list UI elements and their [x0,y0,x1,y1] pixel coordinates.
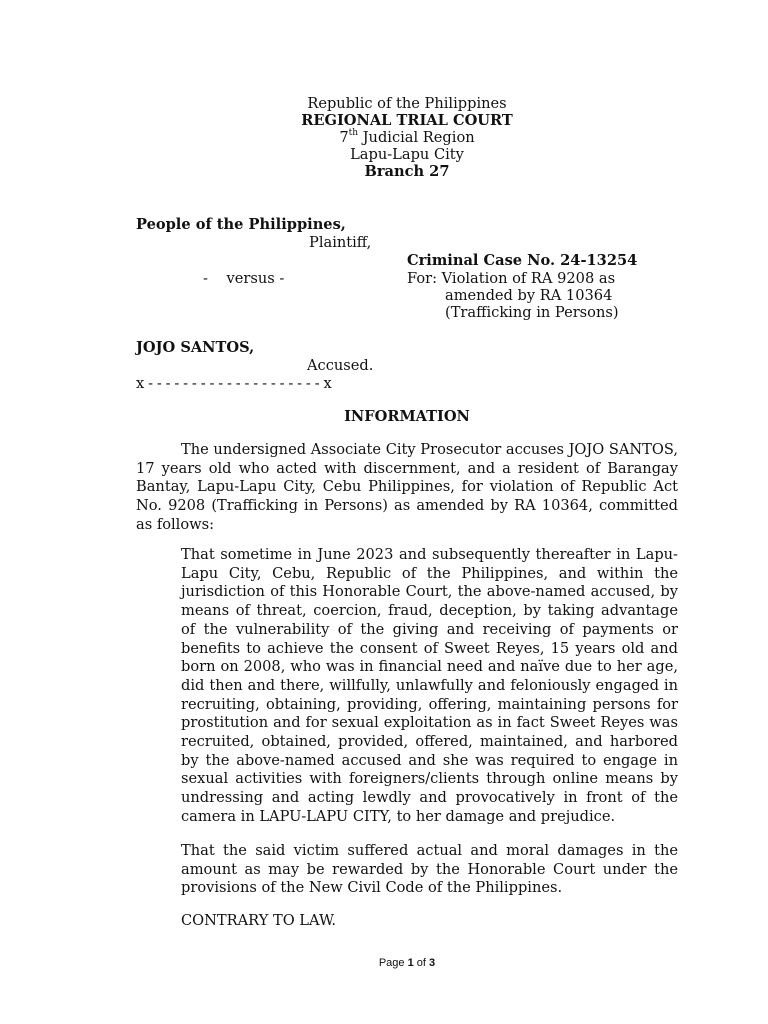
header-branch: Branch 27 [364,163,450,180]
versus-label: - versus - [203,270,285,287]
plaintiff-role: Plaintiff, [309,234,372,251]
case-number: Criminal Case No. 24-13254 [407,252,638,269]
charge-line-3: (Trafficking in Persons) [445,304,619,321]
header-court: REGIONAL TRIAL COURT [301,112,513,129]
document-title: INFORMATION [344,408,470,425]
allegation-2-text: That the said victim suffered actual and moral damages in the amount as may be rewarded by the Honorable Court under the provisions of the New Civil Code of the Philippines. [181,842,678,897]
header-region [0,129,768,146]
page-current: 1 [407,957,414,969]
charge-line-2: amended by RA 10364 [445,287,613,304]
intro-text: The undersigned Associate City Prosecutor accuses JOJO SANTOS, 17 years old who acted with discernment, and a resident of Barangay Bantay, Lapu-Lapu City, Cebu Philippines, for violation of Republic Act No. 9208 (Trafficking in Persons) as amended by RA 10364, committed as follows: [136,441,678,533]
plaintiff-name: People of the Philippines, [136,216,346,233]
region-text: Judicial Region [358,129,475,146]
header-republic: Republic of the Philippines [307,95,507,112]
region-number: 7 [339,129,349,146]
accused-role: Accused. [307,357,374,374]
allegation-paragraph-2 [181,842,678,898]
allegation-paragraph-1 [181,546,678,827]
page-word: Page [378,957,405,969]
closing-statement: CONTRARY TO LAW. [181,912,337,929]
intro-paragraph [136,441,678,535]
region-superscript: th [348,128,359,139]
accused-name: JOJO SANTOS, [136,339,255,356]
allegation-1-text: That sometime in June 2023 and subsequently thereafter in Lapu-Lapu City, Cebu, Republic of the Philippines, and within the jurisdiction of this Honorable Court, the above-named accused, by means of threat, coercion, fraud, deception, by taking advantage of the vulnerability of the giving and receiving of payments or benefits to achieve the consent of Sweet Reyes, 15 years old and born on 2008, who was in financial need and naïve due to her age, did then and there, willfully, unlawfully and feloniously engaged in recruiting, obtaining, providing, offering, maintaining persons for prostitution and for sexual exploitation as in fact Sweet Reyes was recruited, obtained, provided, offered, maintained, and harbored by the above-named accused and she was required to engage in sexual activities with foreigners/clients through online means by undressing and acting lewdly and provocatively in front of the camera in LAPU-LAPU CITY, to her damage and prejudice. [181,546,678,825]
caption-separator: x - - - - - - - - - - - - - - - - - - - - x [136,375,332,392]
charge-line-1: For: Violation of RA 9208 as [407,270,616,287]
header-city: Lapu-Lapu City [350,146,464,163]
page-number-footer [0,957,768,969]
page-total: 3 [429,957,436,969]
page-of: of [416,957,426,969]
